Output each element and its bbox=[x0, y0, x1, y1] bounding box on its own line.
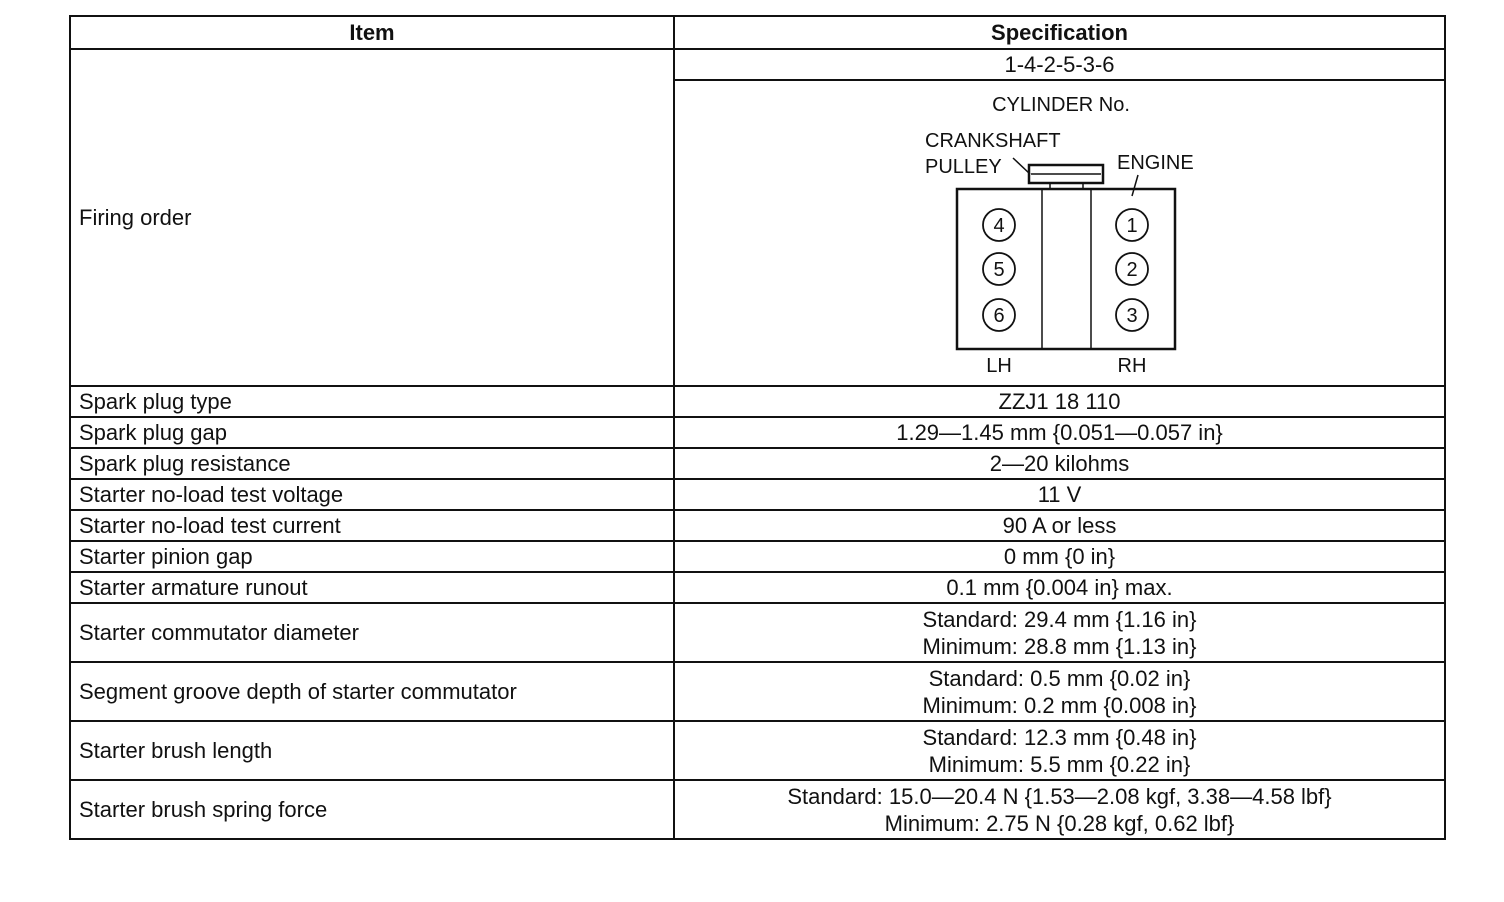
cylinder-5 bbox=[983, 253, 1015, 285]
cylinder-3 bbox=[1116, 299, 1148, 331]
svg-text:1: 1 bbox=[1126, 215, 1138, 237]
spec-line: Minimum: 5.5 mm {0.22 in} bbox=[928, 751, 1191, 777]
table-row bbox=[70, 603, 1445, 662]
spec-cell bbox=[674, 386, 1445, 417]
cylinder-1 bbox=[1116, 209, 1148, 241]
spec-line: ZZJ1 18 110 bbox=[998, 389, 1121, 414]
table-row bbox=[70, 662, 1445, 721]
spec-cell bbox=[674, 780, 1445, 839]
item-cell: Spark plug resistance bbox=[70, 448, 674, 479]
table-row bbox=[70, 780, 1445, 839]
spec-cell bbox=[674, 721, 1445, 780]
cylinder-diagram bbox=[675, 81, 1447, 387]
item-cell: Spark plug gap bbox=[70, 417, 674, 448]
spec-line: Standard: 0.5 mm {0.02 in} bbox=[928, 665, 1191, 691]
svg-text:4: 4 bbox=[993, 215, 1005, 237]
cylinder-2 bbox=[1116, 253, 1148, 285]
engine-label: ENGINE bbox=[1117, 152, 1194, 174]
item-cell: Starter brush spring force bbox=[70, 780, 674, 839]
item-cell: Starter no-load test voltage bbox=[70, 479, 674, 510]
item-cell: Spark plug type bbox=[70, 386, 674, 417]
item-cell: Segment groove depth of starter commutator bbox=[70, 662, 674, 721]
svg-text:6: 6 bbox=[993, 305, 1005, 327]
spec-cell bbox=[674, 448, 1445, 479]
spec-cell bbox=[674, 572, 1445, 603]
firing-order-value: 1-4-2-5-3-6 bbox=[674, 49, 1445, 80]
spec-line: 2—20 kilohms bbox=[989, 451, 1130, 476]
crankshaft-pulley bbox=[1029, 165, 1103, 189]
table-row bbox=[70, 448, 1445, 479]
header-item: Item bbox=[70, 16, 674, 49]
spec-cell bbox=[674, 510, 1445, 541]
table-row bbox=[70, 572, 1445, 603]
spec-line: 0 mm {0 in} bbox=[1003, 544, 1116, 569]
table-row bbox=[70, 49, 1445, 80]
cylinder-6 bbox=[983, 299, 1015, 331]
table-row bbox=[70, 479, 1445, 510]
header-specification: Specification bbox=[674, 16, 1445, 49]
spec-cell bbox=[674, 603, 1445, 662]
spec-cell bbox=[674, 479, 1445, 510]
svg-text:5: 5 bbox=[993, 259, 1005, 281]
crankshaft-label: CRANKSHAFT bbox=[925, 130, 1061, 152]
item-cell: Starter pinion gap bbox=[70, 541, 674, 572]
pulley-label: PULLEY bbox=[925, 156, 1002, 178]
spec-line: Minimum: 2.75 N {0.28 kgf, 0.62 lbf} bbox=[884, 810, 1235, 836]
cylinder-4 bbox=[983, 209, 1015, 241]
table-row bbox=[70, 386, 1445, 417]
spec-cell bbox=[674, 541, 1445, 572]
spec-line: 0.1 mm {0.004 in} max. bbox=[946, 575, 1173, 600]
table-row bbox=[70, 510, 1445, 541]
item-cell: Starter no-load test current bbox=[70, 510, 674, 541]
item-cell: Starter armature runout bbox=[70, 572, 674, 603]
item-cell: Starter brush length bbox=[70, 721, 674, 780]
table-row bbox=[70, 417, 1445, 448]
diagram-title: CYLINDER No. bbox=[992, 94, 1130, 116]
table-row bbox=[70, 721, 1445, 780]
spec-line: Minimum: 28.8 mm {1.13 in} bbox=[922, 633, 1197, 659]
table-row bbox=[70, 541, 1445, 572]
firing-order-label: Firing order bbox=[70, 49, 674, 386]
svg-text:2: 2 bbox=[1126, 259, 1138, 281]
svg-text:3: 3 bbox=[1126, 305, 1138, 327]
spec-line: 11 V bbox=[1037, 482, 1082, 507]
spec-line: Standard: 12.3 mm {0.48 in} bbox=[922, 724, 1197, 750]
spec-line: 1.29—1.45 mm {0.051—0.057 in} bbox=[896, 420, 1223, 445]
rh-label: RH bbox=[1117, 355, 1147, 377]
spec-line: 90 A or less bbox=[1002, 513, 1117, 538]
spec-line: Minimum: 0.2 mm {0.008 in} bbox=[922, 692, 1197, 718]
lh-label: LH bbox=[986, 355, 1012, 377]
item-cell: Starter commutator diameter bbox=[70, 603, 674, 662]
specification-table bbox=[69, 15, 1446, 840]
table-header-row bbox=[70, 16, 1445, 49]
spec-cell bbox=[674, 417, 1445, 448]
spec-cell bbox=[674, 662, 1445, 721]
spec-line: Standard: 29.4 mm {1.16 in} bbox=[922, 606, 1197, 632]
spec-line: Standard: 15.0—20.4 N {1.53—2.08 kgf, 3.38—4.58 lbf} bbox=[787, 783, 1332, 809]
cylinder-diagram-cell bbox=[674, 80, 1445, 386]
